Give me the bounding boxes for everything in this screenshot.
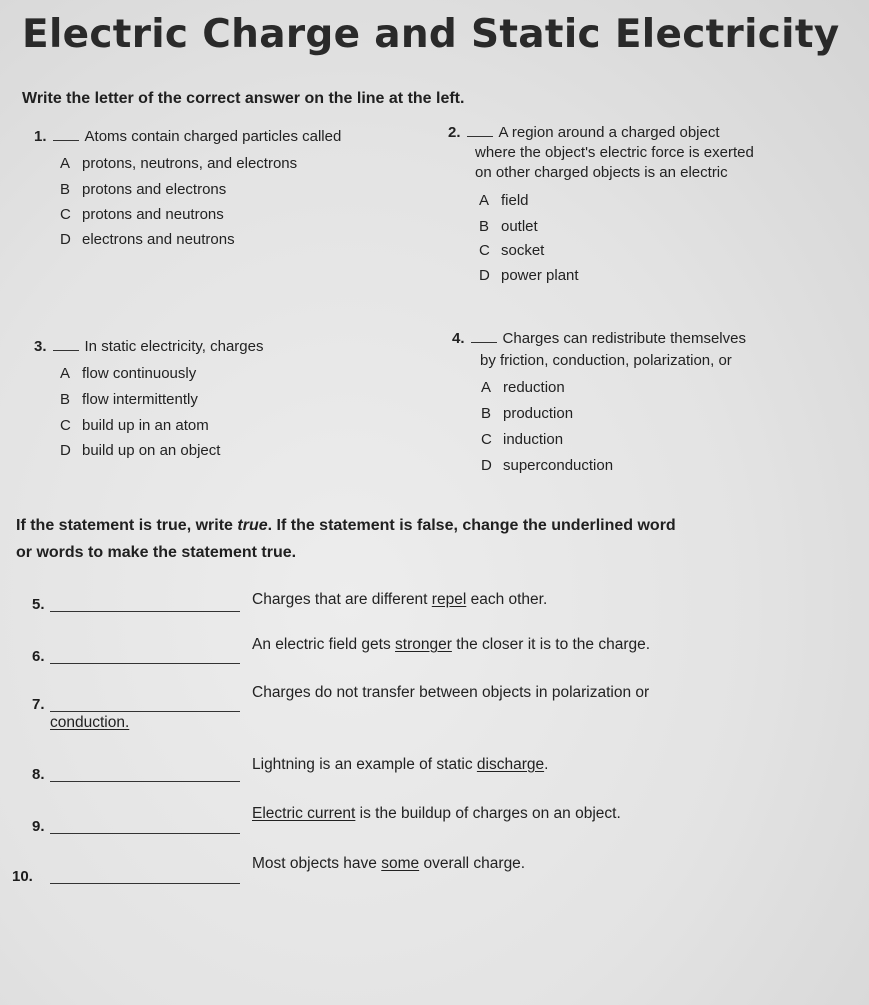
statement-continuation: conduction. (50, 714, 130, 731)
answer-blank[interactable] (467, 124, 493, 137)
statement: Electric current is the buildup of charges on an object. (252, 805, 621, 822)
question-2 (448, 124, 720, 141)
option: B flow intermittently (60, 391, 198, 408)
option: C protons and neutrons (60, 206, 224, 223)
answer-line[interactable] (50, 883, 240, 884)
option: A flow continuously (60, 365, 197, 382)
option: D build up on an object (60, 442, 221, 459)
answer-blank[interactable] (53, 128, 79, 141)
question-stem-line: where the object's electric force is exerted (475, 144, 754, 161)
option: B production (481, 405, 574, 422)
page-title: Electric Charge and Static Electricity (22, 12, 840, 57)
question-number: 3. (34, 338, 47, 355)
question-stem: Charges can redistribute themselves (502, 330, 746, 347)
question-stem: Atoms contain charged particles called (84, 128, 342, 145)
item-number: 5. (32, 596, 45, 613)
option: C build up in an atom (60, 417, 209, 434)
option: A reduction (481, 379, 565, 396)
answer-blank[interactable] (53, 338, 79, 351)
true-false-instructions: If the statement is true, write true. If the statement is false, change the underlined word (16, 517, 676, 534)
true-false-instructions-line2: or words to make the statement true. (16, 544, 297, 561)
option: C socket (479, 242, 545, 259)
question-stem: In static electricity, charges (84, 338, 264, 355)
option: C induction (481, 431, 564, 448)
question-stem-line: on other charged objects is an electric (475, 164, 728, 181)
option: D power plant (479, 267, 579, 284)
question-number: 4. (452, 330, 465, 347)
statement: Most objects have some overall charge. (252, 855, 526, 872)
answer-line[interactable] (50, 781, 240, 782)
item-number: 8. (32, 766, 45, 783)
statement: Charges do not transfer between objects in polarization or (252, 684, 650, 701)
answer-line[interactable] (50, 711, 240, 712)
underlined-term: Electric current (252, 805, 356, 822)
option: A protons, neutrons, and electrons (60, 155, 298, 172)
multiple-choice-instructions: Write the letter of the correct answer on the line at the left. (22, 90, 465, 107)
question-4 (452, 330, 746, 347)
item-number: 7. (32, 696, 45, 713)
item-number: 10. (12, 868, 33, 885)
option: A field (479, 192, 529, 209)
underlined-term: stronger (395, 636, 452, 653)
statement: An electric field gets stronger the closer it is to the charge. (252, 636, 651, 653)
question-3 (34, 338, 263, 355)
underlined-term: repel (431, 591, 467, 608)
answer-blank[interactable] (471, 330, 497, 343)
question-1 (34, 128, 341, 145)
statement: Lightning is an example of static discharge. (252, 756, 549, 773)
statement: Charges that are different repel each other. (252, 591, 548, 608)
question-number: 2. (448, 124, 461, 141)
answer-line[interactable] (50, 663, 240, 664)
option: D electrons and neutrons (60, 231, 235, 248)
option: B outlet (479, 218, 538, 235)
question-stem-line: by friction, conduction, polarization, or (480, 352, 732, 369)
question-number: 1. (34, 128, 47, 145)
answer-line[interactable] (50, 611, 240, 612)
item-number: 6. (32, 648, 45, 665)
answer-line[interactable] (50, 833, 240, 834)
underlined-term: discharge (476, 756, 545, 773)
option: B protons and electrons (60, 181, 227, 198)
option: D superconduction (481, 457, 614, 474)
underlined-term: some (381, 855, 420, 872)
question-stem: A region around a charged object (498, 124, 720, 141)
item-number: 9. (32, 818, 45, 835)
